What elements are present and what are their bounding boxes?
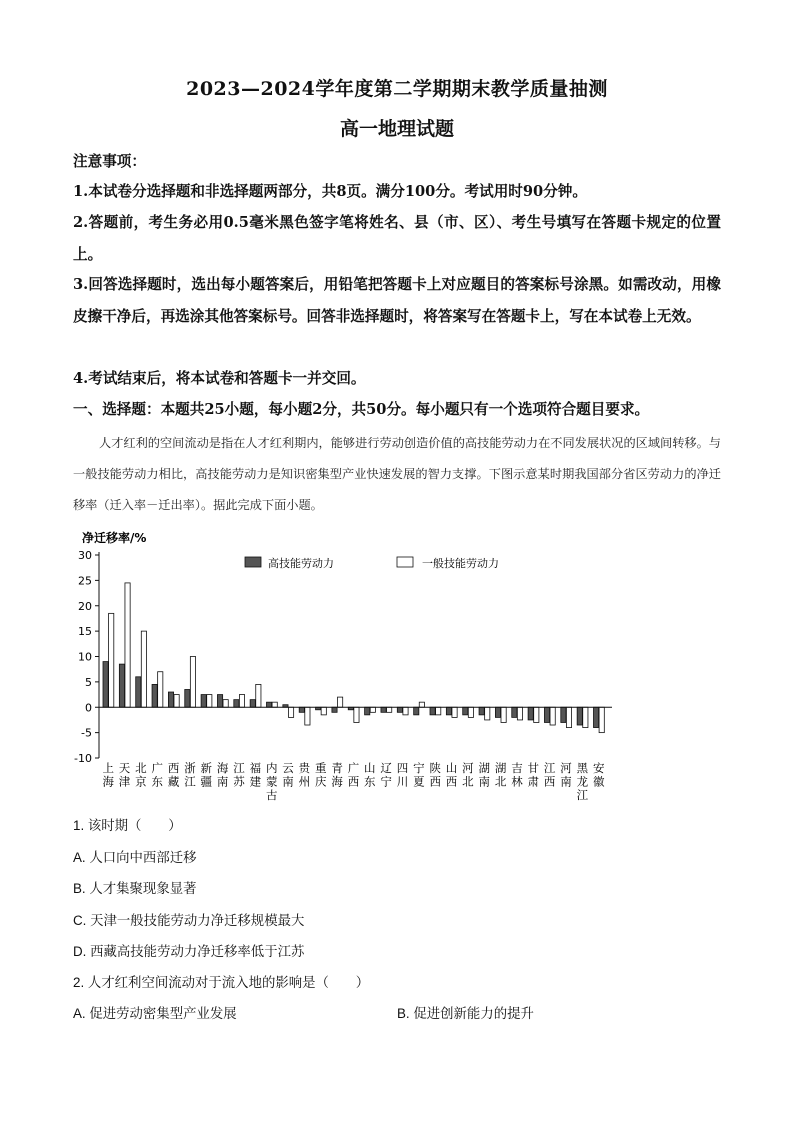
bar-general-skill-3 (141, 631, 146, 707)
bar-general-skill-22 (452, 707, 457, 717)
bar-high-skill-13 (299, 707, 304, 712)
x-category-label: 江苏 (233, 761, 245, 789)
y-tick-label: 30 (78, 549, 92, 562)
question-1-option-b[interactable]: B. 人才集聚现象显著 (73, 881, 197, 896)
bar-high-skill-1 (103, 662, 108, 708)
note-item-1: 1.本试卷分选择题和非选择题两部分，共8页。满分100分。考试用时90分钟。 (73, 183, 587, 200)
x-category-label: 上海 (102, 761, 114, 789)
bar-general-skill-11 (272, 702, 277, 707)
bar-general-skill-20 (419, 702, 424, 707)
x-category-label: 内蒙古 (265, 761, 278, 802)
x-category-label: 河南 (560, 761, 572, 789)
bar-general-skill-15 (338, 697, 343, 707)
bar-general-skill-26 (517, 707, 522, 720)
y-tick-label: -10 (74, 752, 92, 765)
bar-high-skill-8 (217, 695, 222, 708)
bar-high-skill-25 (495, 707, 500, 717)
x-category-label: 黑龙江 (576, 761, 589, 802)
bar-high-skill-2 (119, 664, 124, 707)
x-category-label: 天津 (118, 761, 131, 789)
bar-high-skill-23 (463, 707, 468, 715)
bar-general-skill-4 (158, 672, 163, 708)
bar-general-skill-10 (256, 684, 261, 707)
bar-general-skill-9 (239, 695, 244, 708)
x-category-label: 海南 (216, 761, 229, 789)
question-1-stem: 1. 该时期（ ） (73, 818, 182, 833)
bar-high-skill-15 (332, 707, 337, 712)
x-category-label: 宁夏 (413, 761, 425, 789)
passage-text: 人才红利的空间流动是指在人才红利期内，能够进行劳动创造价值的高技能劳动力在不同发展状况的区域间转移。与一般技能劳动力相比，高技能劳动力是知识密集型产业快速发展的智力支撑。下图示意某时期我国部分省区劳动力的净迁移率（迁入率－迁出率）。据此完成下面小题。 (73, 436, 721, 512)
bar-general-skill-28 (550, 707, 555, 725)
bar-high-skill-26 (512, 707, 517, 717)
x-category-label: 新疆 (200, 761, 213, 789)
x-category-label: 福建 (249, 761, 262, 789)
x-category-label: 广东 (151, 761, 163, 789)
migration-rate-chart (72, 522, 617, 807)
x-category-label: 山东 (364, 761, 376, 789)
bar-general-skill-17 (370, 707, 375, 712)
bar-general-skill-6 (190, 657, 195, 708)
bar-high-skill-4 (152, 684, 157, 707)
x-category-label: 湖北 (494, 761, 507, 789)
x-category-label: 广西 (347, 761, 360, 789)
x-category-label: 浙江 (184, 761, 196, 789)
bar-high-skill-27 (528, 707, 533, 720)
bar-general-skill-31 (599, 707, 604, 732)
bar-general-skill-16 (354, 707, 359, 722)
exam-title: 2023—2024学年度第二学期期末教学质量抽测 (186, 78, 608, 100)
bar-high-skill-30 (577, 707, 582, 725)
question-1-option-c[interactable]: C. 天津一般技能劳动力净迁移规模最大 (73, 913, 305, 928)
bar-general-skill-13 (305, 707, 310, 725)
bar-high-skill-11 (267, 702, 272, 707)
note-item-4: 4.考试结束后，将本试卷和答题卡一并交回。 (73, 370, 366, 387)
legend-swatch-high-skill (245, 557, 261, 567)
bar-general-skill-7 (207, 695, 212, 708)
bar-high-skill-19 (397, 707, 402, 712)
y-axis-label: 净迁移率/% (82, 531, 147, 545)
x-category-label: 重庆 (315, 761, 327, 789)
bar-general-skill-21 (436, 707, 441, 715)
bar-high-skill-22 (446, 707, 451, 715)
y-tick-label: 0 (85, 701, 92, 715)
question-2-option-a[interactable]: A. 促进劳动密集型产业发展 (73, 1006, 237, 1021)
x-category-label: 江西 (543, 761, 556, 789)
x-category-label: 贵州 (298, 761, 311, 789)
bar-general-skill-8 (223, 700, 228, 708)
bar-general-skill-18 (387, 707, 392, 712)
legend-label-general-skill: 一般技能劳动力 (422, 557, 499, 570)
x-category-label: 陕西 (429, 761, 441, 789)
question-2-option-b[interactable]: B. 促进创新能力的提升 (397, 1006, 534, 1021)
bar-high-skill-3 (136, 677, 141, 707)
bar-general-skill-14 (321, 707, 326, 715)
bar-high-skill-28 (544, 707, 549, 722)
bar-general-skill-2 (125, 583, 130, 707)
bar-high-skill-9 (234, 700, 239, 708)
bar-high-skill-5 (168, 692, 173, 707)
x-category-label: 河北 (462, 761, 474, 789)
x-category-label: 青海 (331, 761, 343, 789)
x-category-label: 四川 (396, 761, 409, 789)
section-heading: 一、选择题：本题共25小题，每小题2分，共50分。每小题只有一个选项符合题目要求。 (73, 401, 650, 418)
bar-general-skill-25 (501, 707, 506, 722)
bar-general-skill-30 (583, 707, 588, 727)
bar-general-skill-19 (403, 707, 408, 715)
x-category-label: 安徽 (592, 761, 605, 789)
bar-high-skill-31 (594, 707, 599, 727)
bar-high-skill-7 (201, 695, 206, 708)
bar-general-skill-27 (534, 707, 539, 722)
bar-general-skill-23 (468, 707, 473, 717)
y-tick-label: 15 (78, 625, 92, 639)
question-1-option-a[interactable]: A. 人口向中西部迁移 (73, 850, 197, 865)
bar-general-skill-5 (174, 695, 179, 708)
bar-high-skill-18 (381, 707, 386, 712)
y-tick-label: 5 (85, 675, 92, 689)
bar-high-skill-24 (479, 707, 484, 715)
bar-high-skill-10 (250, 700, 255, 708)
legend-label-high-skill: 高技能劳动力 (268, 557, 334, 570)
x-category-label: 西藏 (167, 761, 180, 789)
note-item-2: 2.答题前，考生务必用0.5毫米黑色签字笔将姓名、县（市、区）、考生号填写在答题卡规定的位置上。 (73, 214, 721, 263)
note-item-3: 3.回答选择题时，选出每小题答案后，用铅笔把答题卡上对应题目的答案标号涂黑。如需改动，用橡皮擦干净后，再选涂其他答案标号。回答非选择题时，将答案写在答题卡上，写在本试卷上无效。 (73, 276, 721, 325)
chart-legend (245, 556, 499, 570)
y-tick-label: -5 (81, 726, 92, 740)
x-category-label: 吉林 (511, 761, 523, 789)
bar-general-skill-12 (288, 707, 293, 717)
bar-general-skill-29 (566, 707, 571, 727)
y-tick-label: 10 (78, 650, 92, 664)
question-1-option-d[interactable]: D. 西藏高技能劳动力净迁移率低于江苏 (73, 944, 305, 959)
bar-high-skill-29 (561, 707, 566, 722)
x-category-label: 湖南 (478, 761, 490, 789)
x-category-label: 辽宁 (380, 761, 392, 789)
x-category-label: 甘肃 (527, 761, 540, 789)
exam-subtitle: 高一地理试题 (339, 118, 454, 140)
y-tick-label: 25 (78, 574, 92, 588)
bar-general-skill-24 (485, 707, 490, 720)
bar-high-skill-6 (185, 689, 190, 707)
bar-high-skill-21 (430, 707, 435, 715)
y-tick-label: 20 (78, 599, 92, 613)
question-2-stem: 2. 人才红利空间流动对于流入地的影响是（ ） (73, 975, 370, 990)
x-category-label: 北京 (135, 761, 147, 789)
legend-swatch-general-skill (397, 557, 413, 567)
x-category-label: 山西 (445, 761, 458, 789)
notes-heading: 注意事项： (73, 153, 146, 170)
bar-general-skill-1 (109, 613, 114, 707)
bar-high-skill-17 (365, 707, 370, 715)
bar-high-skill-20 (414, 707, 419, 715)
x-category-label: 云南 (282, 761, 294, 789)
